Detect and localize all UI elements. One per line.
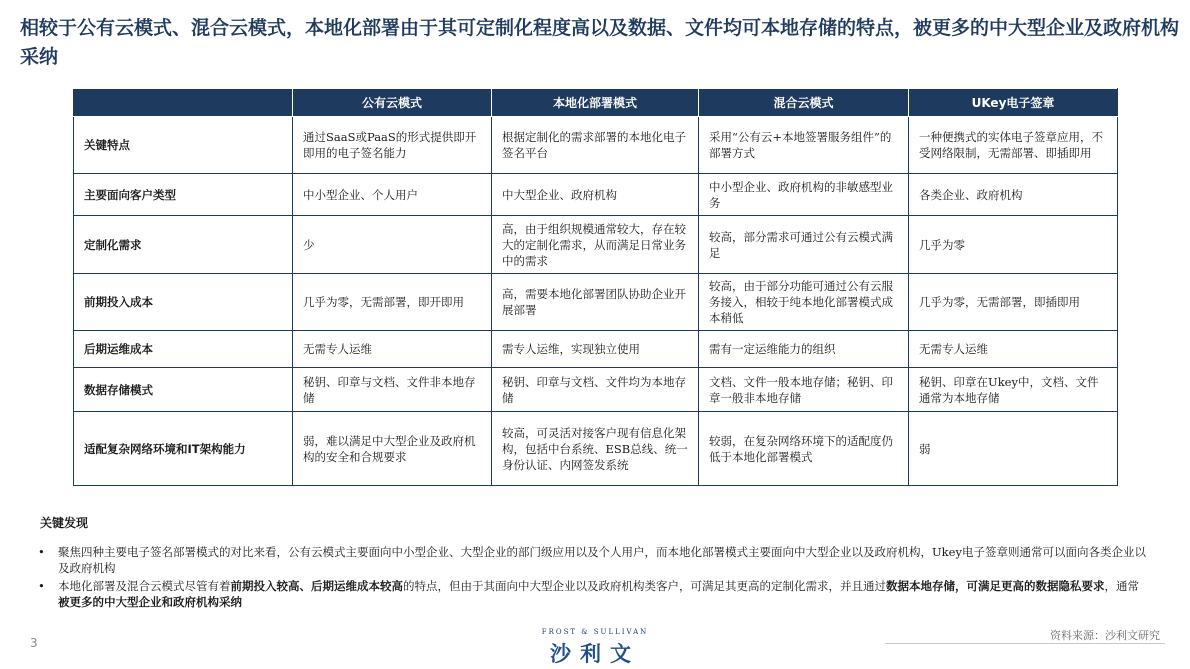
table-cell: 中小型企业、政府机构的非敏感型业务 <box>699 174 909 216</box>
table-cell: 无需专人运维 <box>909 331 1118 368</box>
table-cell: 几乎为零，无需部署，即开即用 <box>293 274 492 331</box>
table-cell: 通过SaaS或PaaS的形式提供即开即用的电子签名能力 <box>293 117 492 174</box>
table-row <box>74 174 1118 216</box>
table-cell: 秘钥、印章与文档、文件均为本地存储 <box>492 368 699 412</box>
page-title: 相较于公有云模式、混合云模式，本地化部署由于其可定制化程度高以及数据、文件均可本地存储的特点，被更多的中大型企业及政府机构采纳 <box>20 17 1180 68</box>
source-note: 资料来源：沙利文研究 <box>1050 629 1160 642</box>
table-cell: 几乎为零 <box>909 216 1118 274</box>
comparison-table <box>73 88 1118 486</box>
row-label: 后期运维成本 <box>74 331 293 368</box>
key-findings-list <box>38 544 1148 612</box>
table-cell: 弱 <box>909 412 1118 486</box>
table-cell: 高，需要本地化部署团队协助企业开展部署 <box>492 274 699 331</box>
header-ukey: UKey电子签章 <box>909 89 1118 117</box>
row-label: 主要面向客户类型 <box>74 174 293 216</box>
table-row <box>74 368 1118 412</box>
bullet-icon: • <box>38 579 45 593</box>
table-cell: 采用“公有云+本地签署服务组件”的部署方式 <box>699 117 909 174</box>
table-cell: 各类企业、政府机构 <box>909 174 1118 216</box>
table-cell: 弱，难以满足中大型企业及政府机构的安全和合规要求 <box>293 412 492 486</box>
row-label: 适配复杂网络环境和IT架构能力 <box>74 412 293 486</box>
table-cell: 较高，可灵活对接客户现有信息化架构，包括中台系统、ESB总线、统一身份认证、内网签发系统 <box>492 412 699 486</box>
logo-english: FROST & SULLIVAN <box>541 628 649 636</box>
header-hybrid-cloud: 混合云模式 <box>699 89 909 117</box>
bullet-icon: • <box>38 545 45 559</box>
header-public-cloud: 公有云模式 <box>293 89 492 117</box>
list-item <box>38 578 1148 610</box>
table-header-row <box>74 89 1118 117</box>
table-cell: 文档、文件一般本地存储；秘钥、印章一般非本地存储 <box>699 368 909 412</box>
header-on-premise: 本地化部署模式 <box>492 89 699 117</box>
table-cell: 需有一定运维能力的组织 <box>699 331 909 368</box>
list-item <box>38 544 1148 576</box>
table-cell: 中小型企业、个人用户 <box>293 174 492 216</box>
table-cell: 高，由于组织规模通常较大，存在较大的定制化需求，从而满足日常业务中的需求 <box>492 216 699 274</box>
table-cell: 几乎为零，无需部署，即插即用 <box>909 274 1118 331</box>
table-cell: 较高，部分需求可通过公有云模式满足 <box>699 216 909 274</box>
table-cell: 需专人运维，实现独立使用 <box>492 331 699 368</box>
footer-divider <box>885 643 1165 644</box>
row-label: 关键特点 <box>74 117 293 174</box>
table-cell: 根据定制化的需求部署的本地化电子签名平台 <box>492 117 699 174</box>
table-row <box>74 117 1118 174</box>
table-cell: 较弱，在复杂网络环境下的适配度仍低于本地化部署模式 <box>699 412 909 486</box>
finding-text: ，通常 <box>1104 579 1139 593</box>
table-row <box>74 216 1118 274</box>
finding-text: 的特点，但由于其面向中大型企业以及政府机构类客户，可满足其更高的定制化需求，并且通过 <box>403 579 886 593</box>
table-cell: 无需专人运维 <box>293 331 492 368</box>
row-label: 定制化需求 <box>74 216 293 274</box>
table-cell: 秘钥、印章与文档、文件非本地存储 <box>293 368 492 412</box>
table-cell: 秘钥、印章在Ukey中，文档、文件通常为本地存储 <box>909 368 1118 412</box>
finding-bold: 被更多的中大型企业和政府机构采纳 <box>58 595 242 609</box>
row-label: 数据存储模式 <box>74 368 293 412</box>
finding-text: 本地化部署及混合云模式尽管有着 <box>58 579 231 593</box>
table-cell: 少 <box>293 216 492 274</box>
table-row <box>74 331 1118 368</box>
table-cell: 一种便携式的实体电子签章应用，不受网络限制，无需部署、即插即用 <box>909 117 1118 174</box>
finding-bold: 前期投入较高、后期运维成本较高 <box>230 579 403 593</box>
frost-sullivan-logo <box>530 628 660 668</box>
table-cell: 较高，由于部分功能可通过公有云服务接入，相较于纯本地化部署模式成本稍低 <box>699 274 909 331</box>
finding-bold: 数据本地存储，可满足更高的数据隐私要求 <box>886 579 1105 593</box>
table-row <box>74 274 1118 331</box>
key-findings-title: 关键发现 <box>40 516 89 530</box>
finding-text: 聚焦四种主要电子签名部署模式的对比来看，公有云模式主要面向中小型企业、大型企业的部门级应用以及个人用户，而本地化部署模式主要面向中大型企业以及政府机构，Ukey电子签章则通常可以面向各类企业以及政府机构 <box>58 545 1146 575</box>
table-cell: 中大型企业、政府机构 <box>492 174 699 216</box>
table-row <box>74 412 1118 486</box>
page-number: 3 <box>30 636 38 650</box>
logo-chinese: 沙利文 <box>550 642 640 666</box>
header-corner <box>74 89 293 117</box>
row-label: 前期投入成本 <box>74 274 293 331</box>
